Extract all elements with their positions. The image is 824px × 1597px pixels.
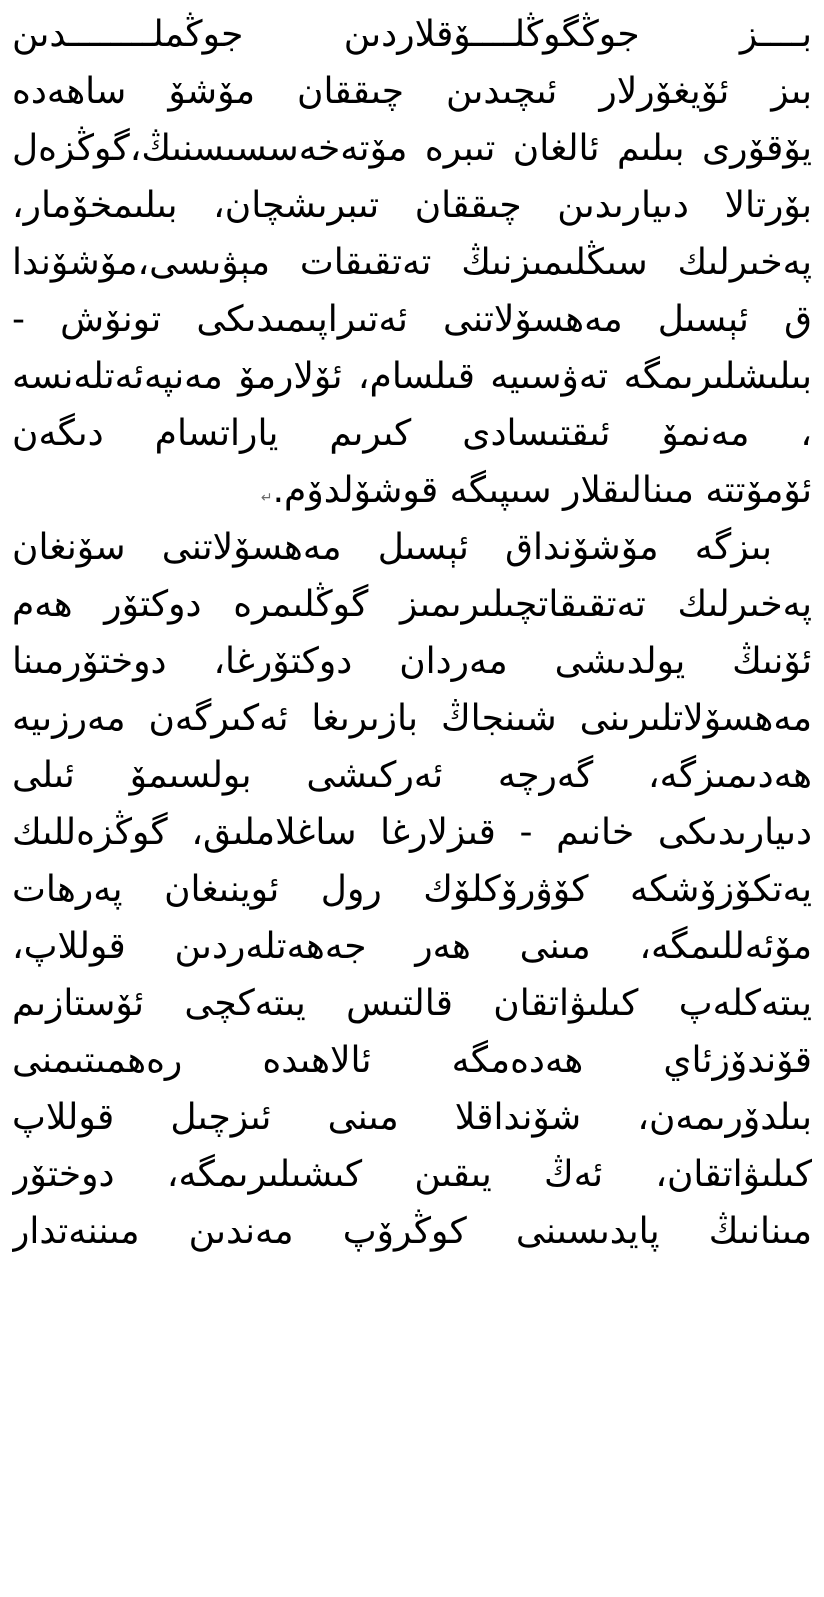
text-line: بىلىشلىرىمگە تەۋسىيە قىلسام، ئۆلارمۆ مەنپەئەتلەنسە xyxy=(12,356,812,397)
text-line: بىزگە مۆشۆنداق ئېسىل مەھسۆلاتنى سۆنغان xyxy=(12,527,772,568)
text-line: ق ئېسىل مەھسۆلاتنى ئەتىراپىمىدىكى تونۆش - xyxy=(12,299,812,340)
text-line: بــــز جوڭگوڭلــــۆقلاردىن جوڭملــــــــدىن xyxy=(12,14,812,55)
text-line: قۆندۆزئاي ھەدەمگە ئالاھىدە رەھمىتىمنى xyxy=(12,1040,812,1081)
text-line: ، مەنمۆ ئىقتىسادى كىرىم ياراتسام دىگەن xyxy=(12,413,812,454)
text-line: ئۆنىڭ يولدىشى مەردان دوكتۆرغا، دوختۆرمىنا xyxy=(12,641,812,682)
text-line: پەخىرلىك تەتقىقاتچىلىرىمىز گوڭلىمرە دوكتۆر ھەم xyxy=(12,584,812,625)
text-line: پەخىرلىك سىڭلىمىزنىڭ تەتقىقات مېۋىسى،مۆشۆندا xyxy=(12,242,812,283)
text-line: بىلدۆرىمەن، شۆنداقلا مىنى ئىزچىل قوللاپ xyxy=(12,1097,812,1138)
text-line: ئۆمۆتتە مىنالىقلار سىپىگە قوشۆلدۆم. xyxy=(272,470,812,511)
text-line: بۆرتالا دىيارىدىن چىققان تىبرىشچان، بىلىمخۆمار، xyxy=(12,185,812,226)
paragraph-last-line xyxy=(12,462,812,519)
text-line: يەتكۆزۆشكە كۆۋرۆكلۆك رول ئوينىغان پەرھات xyxy=(12,869,812,910)
paragraph-mark-icon: ↵ xyxy=(260,490,273,506)
text-line: يۆقۆرى بىلىم ئالغان تىبرە مۆتەخەسسىسنىڭ،گوڭزەل xyxy=(12,128,812,169)
text-line: مىنانىڭ پايدىسىنى كوڭرۆپ مەندىن مىننەتدار xyxy=(12,1211,812,1252)
text-line: بىز ئۆيغۆرلار ئىچىدىن چىققان مۆشۆ ساھەدە xyxy=(12,71,812,112)
text-line: دىيارىدىكى خانىم - قىزلارغا ساغلاملىق، گوڭزەللىك xyxy=(12,812,812,853)
text-line: كىلىۋاتقان، ئەڭ يىقىن كىشىلىرىمگە، دوختۆر xyxy=(12,1154,812,1195)
text-line: مەھسۆلاتلىرىنى شىنجاڭ بازىرىغا ئەكىرگەن مەرزىيە xyxy=(12,698,812,739)
text-line: مۆئەللىمگە، مىنى ھەر جەھەتلەردىن قوللاپ، xyxy=(12,926,812,967)
text-line: ھەدىمىزگە، گەرچە ئەركىشى بولسىمۆ ئىلى xyxy=(12,755,812,796)
text-line: يىتەكلەپ كىلىۋاتقان قالتىس يىتەكچى ئۆستازىم xyxy=(12,983,812,1024)
